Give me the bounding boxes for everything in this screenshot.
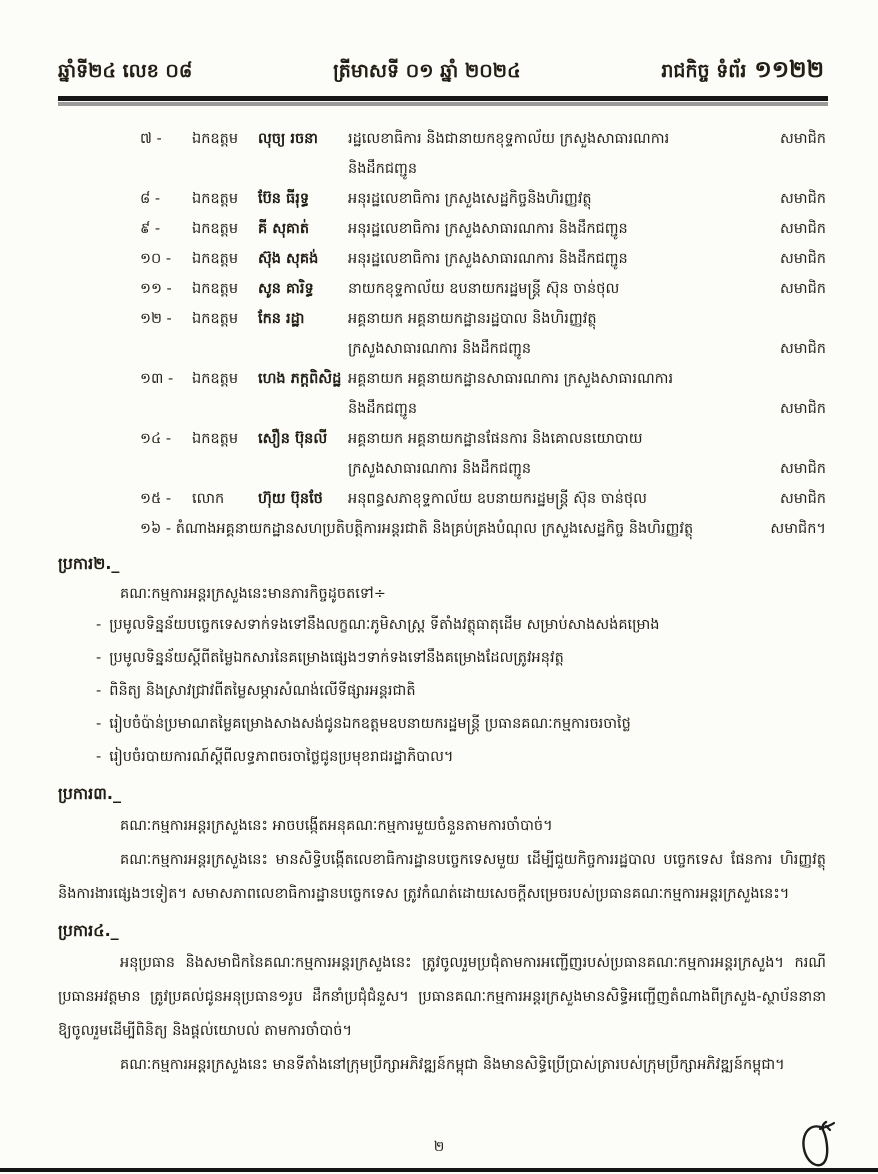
document-body [58, 124, 826, 1082]
member-role [348, 304, 764, 364]
member-role [348, 244, 764, 274]
member-honorific: ឯកឧត្តម [192, 281, 239, 297]
member-row [140, 364, 826, 424]
member-honorific: ឯកឧត្តម [192, 251, 239, 267]
member-number: ៧ - [140, 131, 162, 147]
article3-paragraph: គណៈកម្មការអន្តរក្រសួងនេះ អាចបង្កើតអនុគណៈកម្មការមួយចំនួនតាមការចាំបាច់។ [120, 818, 553, 834]
member-role-line: អគ្គនាយក អគ្គនាយកដ្ឋានរដ្ឋបាល និងហិរញ្ញវត្ថុ [348, 311, 597, 327]
member-role-line: នាយកខុទ្ទកាល័យ ឧបនាយករដ្ឋមន្ត្រី ស៊ុន ចាន់ថុល [348, 281, 620, 297]
header-gazette-label: រាជកិច្ច ទំព័រ [661, 60, 747, 82]
member-number: ៨ - [140, 191, 161, 207]
member-role-line: រដ្ឋលេខាធិការ និងជានាយកខុទ្ទកាល័យ ក្រសួងសាធារណការ [348, 131, 670, 147]
header-divider-gray [58, 102, 828, 106]
member-honorific: ឯកឧត្តម [192, 131, 239, 147]
member-honorific: ឯកឧត្តម [192, 191, 239, 207]
member-number: ១១ - [140, 281, 172, 297]
member-status: សមាជិក [779, 281, 826, 297]
member-name: លុច្យ រចនា [258, 131, 318, 147]
member-number: ១២ - [140, 311, 172, 327]
article4-heading: ប្រការ៤._ [58, 921, 119, 940]
member-number: ១៤ - [140, 431, 172, 447]
member-row [140, 214, 826, 244]
member-row [140, 184, 826, 214]
members-list [140, 124, 826, 514]
member-honorific: លោក [192, 491, 225, 507]
member-role-line: អនុរដ្ឋលេខាធិការ ក្រសួងសេដ្ឋកិច្ចនិងហិរញ្ញវត្ថុ [348, 191, 592, 207]
member-honorific: ឯកឧត្តម [192, 311, 239, 327]
member-number: ១០ - [140, 251, 172, 267]
member-status: សមាជិក [779, 401, 826, 417]
article2-bullets [96, 609, 826, 774]
member-row [140, 424, 826, 484]
member-name: កែន រដ្ឋា [258, 311, 305, 327]
header-gazette [661, 56, 824, 89]
article3-paragraph: គណៈកម្មការអន្តរក្រសួងនេះ មានសិទ្ធិបង្កើតលេខាធិការដ្ឋានបច្ចេកទេសមួយ ដើម្បីជួយកិច្ចការរដ្ឋបាល បច្ចេកទេស ផែនការ ហិរញ្ញវត្ថុ និងការងារផ្សេងៗទៀត។ សមាសភាពលេខាធិការដ្ឋានបច្ចេកទេស ត្រូវកំណត់ដោយសេចក្តីសម្រេចរបស់ប្រធានគណៈកម្មការអន្តរក្រសួងនេះ។ [58, 852, 826, 902]
article2-heading: ប្រការ២._ [58, 554, 120, 573]
member-honorific: ឯកឧត្តម [192, 431, 239, 447]
signature-mark [796, 1118, 838, 1172]
member-role [348, 274, 764, 304]
member-row [140, 244, 826, 274]
member-role [348, 484, 764, 514]
header-divider [58, 96, 828, 106]
bullet-item [96, 708, 826, 741]
member-row-16 [140, 514, 826, 544]
bullet-item [96, 609, 826, 642]
member-name: គី សុគាត់ [258, 221, 310, 237]
bullet-dash: - [96, 617, 102, 633]
bullet-item [96, 741, 826, 774]
page-header [58, 56, 824, 89]
member-role-line: ក្រសួងសាធារណការ និងដឹកជញ្ជូន [348, 461, 532, 477]
member-number: ១៣ - [140, 371, 174, 387]
member-role [348, 364, 764, 424]
member-status: សមាជិក [779, 221, 826, 237]
member-status: សមាជិក [779, 251, 826, 267]
member-status: សមាជិក [779, 131, 826, 147]
member-16-text: ១៦ - តំណាងអគ្គនាយកដ្ឋានសហប្រតិបត្តិការអន្តរជាតិ និងគ្រប់គ្រងបំណុល ក្រសួងសេដ្ឋកិច្ច និងហិរញ្ញវត្ថុ [140, 521, 694, 537]
header-year-issue: ឆ្នាំទី២៤ លេខ ០៨ [58, 60, 193, 82]
article4-paragraph: អនុប្រធាន និងសមាជិកនៃគណៈកម្មការអន្តរក្រសួងនេះ ត្រូវចូលរួមប្រជុំតាមការអញ្ជើញរបស់ប្រធានគណៈកម្មការអន្តរក្រសួង។ ករណីប្រធានអវត្តមាន ត្រូវប្រគល់ជូនអនុប្រធាន១រូប ដឹកនាំប្រជុំជំនួស។ ប្រធានគណៈកម្មការអន្តរក្រសួងមានសិទ្ធិអញ្ជើញតំណាងពីក្រសួង-ស្ថាប័ននានា ឱ្យចូលរួមដើម្បីពិនិត្យ និងផ្តល់យោបល់ តាមការចាំបាច់។ [58, 955, 826, 1039]
member-role [348, 214, 764, 244]
member-role-line: អគ្គនាយក អគ្គនាយកដ្ឋានសាធារណការ ក្រសួងសាធារណការ [348, 371, 674, 387]
member-16-status: សមាជិក។ [770, 521, 826, 537]
member-honorific: ឯកឧត្តម [192, 371, 239, 387]
member-name: ហ៊ុយ ប៊ុនថែ [258, 491, 323, 507]
bullet-dash: - [96, 716, 102, 732]
article3-heading: ប្រការ៣._ [58, 784, 121, 803]
member-name: ប៊ែន ធីរុទ្ធ [258, 191, 310, 207]
member-role-line: អនុពន្ធសភាខុទ្ទកាល័យ ឧបនាយករដ្ឋមន្ត្រី ស៊ុន ចាន់ថុល [348, 491, 647, 507]
bullet-text: រៀបចំប៉ាន់ប្រមាណតម្លៃគម្រោងសាងសង់ជូនឯកឧត្តមឧបនាយករដ្ឋមន្ត្រី ប្រធានគណៈកម្មការចរចាថ្លៃ [109, 716, 631, 732]
member-row [140, 484, 826, 514]
member-row [140, 304, 826, 364]
bullet-text: ប្រមូលទិន្នន័យស្តីពីតម្លៃឯកសារនៃគម្រោងផ្សេងៗទាក់ទងទៅនឹងគម្រោងដែលត្រូវអនុវត្ត [109, 650, 564, 666]
member-role-line: អនុរដ្ឋលេខាធិការ ក្រសួងសាធារណការ និងដឹកជញ្ជូន [348, 221, 628, 237]
article4-paragraphs [58, 946, 826, 1082]
page-number: ២ [433, 1139, 445, 1155]
member-role [348, 124, 764, 184]
member-name: សឿន ប៊ុនលី [258, 431, 328, 447]
member-status: សមាជិក [779, 191, 826, 207]
bullet-text: រៀបចំរបាយការណ៍ស្តីពីលទ្ធភាពចរចាថ្លៃជូនប្រមុខរាជរដ្ឋាភិបាល។ [109, 749, 454, 765]
member-number: ៩ - [140, 221, 161, 237]
bullet-item [96, 675, 826, 708]
member-honorific: ឯកឧត្តម [192, 221, 239, 237]
header-quarter: ត្រីមាសទី ០១ ឆ្នាំ ២០២៤ [333, 60, 521, 82]
member-role-line: និងដឹកជញ្ជូន [348, 161, 418, 177]
member-number: ១៥ - [140, 491, 172, 507]
article2-intro: គណៈកម្មការអន្តរក្រសួងនេះមានភារកិច្ចដូចតទៅ÷ [120, 586, 386, 602]
member-name: ស៊ុង សុគង់ [258, 251, 319, 267]
member-role-line: អនុរដ្ឋលេខាធិការ ក្រសួងសាធារណការ និងដឹកជញ្ជូន [348, 251, 628, 267]
member-role [348, 424, 764, 484]
header-gazette-page: ១១២២ [754, 57, 824, 83]
member-role-line: ក្រសួងសាធារណការ និងដឹកជញ្ជូន [348, 341, 532, 357]
member-status: សមាជិក [779, 341, 826, 357]
bullet-text: ពិនិត្យ និងស្រាវជ្រាវពីតម្លៃសម្ភារសំណង់លើទីផ្សារអន្តរជាតិ [109, 683, 416, 699]
member-status: សមាជិក [779, 461, 826, 477]
member-name: ហេង ភក្តពិសិដ្ឋ [258, 371, 342, 387]
header-divider-black [58, 96, 828, 101]
bullet-dash: - [96, 650, 102, 666]
article3-paragraphs [58, 809, 826, 911]
member-row [140, 274, 826, 304]
bottom-border-rule [0, 1168, 878, 1172]
member-status: សមាជិក [779, 491, 826, 507]
bullet-text: ប្រមូលទិន្នន័យបច្ចេកទេសទាក់ទងទៅនឹងលក្ខណៈភូមិសាស្ត្រ ទីតាំងវត្ថុធាតុដើម សម្រាប់សាងសង់គម្រោង [109, 617, 660, 633]
member-role-line: អគ្គនាយក អគ្គនាយកដ្ឋានផែនការ និងគោលនយោបាយ [348, 431, 643, 447]
bullet-item [96, 642, 826, 675]
member-role [348, 184, 764, 214]
bullet-dash: - [96, 749, 102, 765]
article4-paragraph: គណៈកម្មការអន្តរក្រសួងនេះ មានទីតាំងនៅក្រុមប្រឹក្សាអភិវឌ្ឍន៍កម្ពុជា និងមានសិទ្ធិប្រើប្រាស់ត្រារបស់ក្រុមប្រឹក្សាអភិវឌ្ឍន៍កម្ពុជា។ [120, 1057, 785, 1073]
bullet-dash: - [96, 683, 102, 699]
member-name: សូន គារិទ្ធ [258, 281, 314, 297]
member-role-line: និងដឹកជញ្ជូន [348, 401, 418, 417]
member-row [140, 124, 826, 184]
